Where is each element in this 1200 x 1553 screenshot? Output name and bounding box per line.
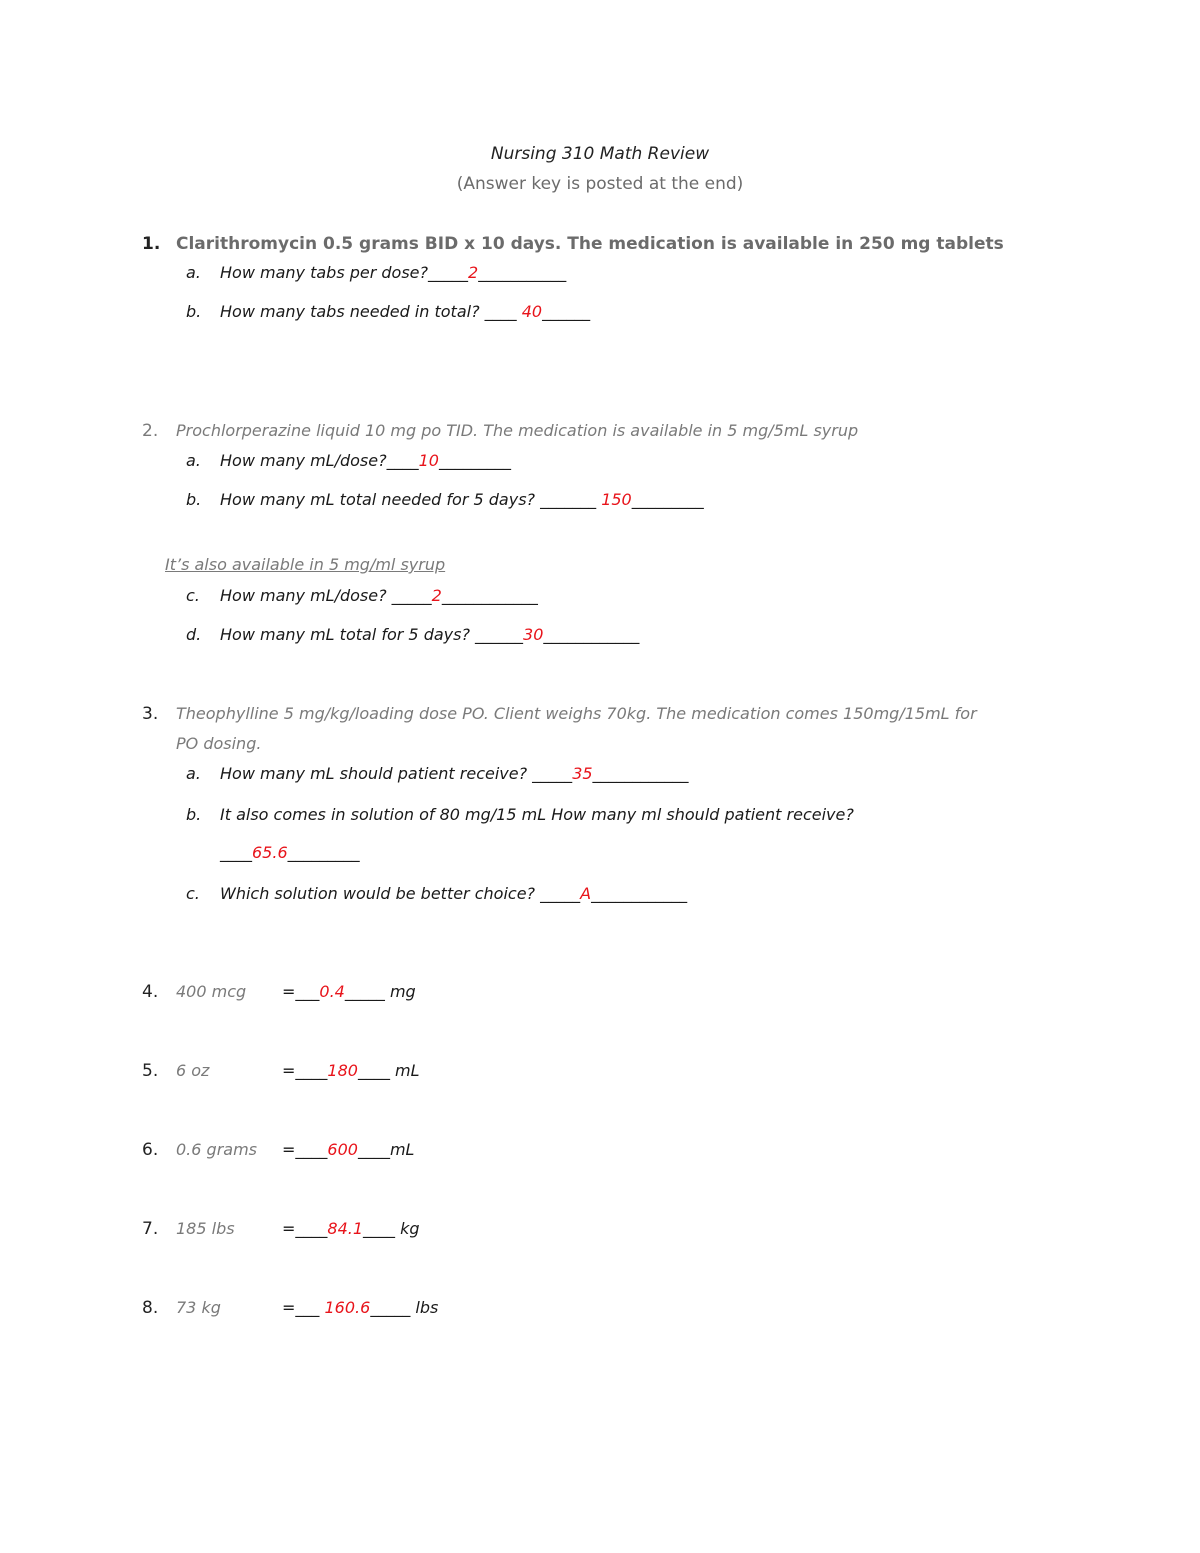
q2-a-answer: 10 (418, 451, 439, 470)
q2-availability-note: It’s also available in 5 mg/ml syrup (165, 555, 446, 574)
q2-a-line (220, 451, 511, 470)
q1-b-blank: ______ (542, 302, 591, 321)
q2-d-blank: ____________ (543, 625, 640, 644)
q7-post: ____ kg (363, 1219, 420, 1238)
q2-b-answer: 150 (601, 490, 632, 509)
q2-c-line (220, 586, 538, 605)
q3-c-blank: ____________ (591, 884, 688, 903)
question-6-number: 6. (142, 1140, 159, 1160)
q2-b-line (220, 490, 704, 509)
q2-b-blank: _________ (631, 490, 704, 509)
q3-a-letter: a. (186, 764, 201, 783)
q1-a-line (220, 263, 566, 282)
question-7-value: 185 lbs (176, 1219, 235, 1238)
question-2-text: Prochlorperazine liquid 10 mg po TID. The medication is available in 5 mg/5mL syrup (176, 421, 859, 440)
page-title: Nursing 310 Math Review (490, 144, 710, 164)
page-subtitle: (Answer key is posted at the end) (456, 174, 744, 194)
q5-post: ____ mL (357, 1061, 420, 1080)
q1-a-answer: 2 (468, 263, 479, 282)
question-7-number: 7. (142, 1219, 159, 1239)
q3-b-answer: 65.6 (252, 843, 288, 862)
q2-c-letter: c. (186, 586, 200, 605)
q3-b-answer-line (220, 843, 360, 862)
q2-d-question: How many mL total for 5 days? ______ (220, 625, 524, 644)
question-6-value: 0.6 grams (176, 1140, 257, 1159)
q1-a-question: How many tabs per dose?_____ (220, 263, 469, 282)
q6-post: ____mL (357, 1140, 415, 1159)
q3-a-line (220, 764, 689, 783)
q6-pre: =____ (282, 1140, 328, 1159)
q3-c-letter: c. (186, 884, 200, 903)
question-8-number: 8. (142, 1298, 159, 1318)
question-1-text: Clarithromycin 0.5 grams BID x 10 days. The medication is available in 250 mg tablets (176, 234, 1004, 254)
question-3-text-line-1: Theophylline 5 mg/kg/loading dose PO. Client weighs 70kg. The medication comes 150mg/15mL for (176, 704, 977, 723)
question-6-answer-line (282, 1140, 414, 1159)
question-1-number: 1. (142, 234, 161, 254)
question-8-value: 73 kg (176, 1298, 221, 1317)
q5-pre: =____ (282, 1061, 328, 1080)
question-5-value: 6 oz (176, 1061, 210, 1080)
q3-c-question: Which solution would be better choice? _____ (220, 884, 581, 903)
q2-b-question: How many mL total needed for 5 days? _______ (220, 490, 602, 509)
q3-a-question: How many mL should patient receive? _____ (220, 764, 573, 783)
q3-a-blank: ____________ (592, 764, 689, 783)
question-2-number: 2. (142, 421, 159, 441)
q2-d-answer: 30 (523, 625, 544, 644)
question-8-answer-line (282, 1298, 438, 1317)
q2-a-blank: _________ (438, 451, 511, 470)
question-3-number: 3. (142, 704, 159, 724)
q3-b-letter: b. (186, 805, 202, 824)
q1-a-letter: a. (186, 263, 201, 282)
question-4-number: 4. (142, 982, 159, 1002)
question-3-text-line-2: PO dosing. (176, 734, 262, 753)
q2-c-blank: ____________ (441, 586, 538, 605)
q6-answer: 600 (327, 1140, 358, 1159)
q8-pre: =___ (282, 1298, 325, 1317)
question-7-answer-line (282, 1219, 420, 1238)
q4-pre: =___ (282, 982, 320, 1001)
q3-a-answer: 35 (572, 764, 593, 783)
question-5-number: 5. (142, 1061, 159, 1081)
q1-b-letter: b. (186, 302, 202, 321)
q3-c-answer: A (580, 884, 592, 903)
q1-b-answer: 40 (521, 302, 543, 321)
q2-b-letter: b. (186, 490, 202, 509)
q1-b-line (220, 302, 590, 321)
q4-answer: 0.4 (319, 982, 345, 1001)
q8-answer: 160.6 (324, 1298, 371, 1317)
q3-b-pre: ____ (220, 843, 252, 862)
q3-b-question: It also comes in solution of 80 mg/15 mL How many ml should patient receive? (220, 805, 854, 824)
q8-post: _____ lbs (370, 1298, 439, 1317)
q3-c-line (220, 884, 687, 903)
q4-post: _____ mg (344, 982, 416, 1001)
question-5-answer-line (282, 1061, 420, 1080)
q7-pre: =____ (282, 1219, 328, 1238)
question-4-value: 400 mcg (176, 982, 247, 1001)
q2-c-answer: 2 (431, 586, 442, 605)
q1-a-blank: ___________ (478, 263, 567, 282)
q5-answer: 180 (327, 1061, 358, 1080)
question-4-answer-line (282, 982, 416, 1001)
q2-d-letter: d. (186, 625, 202, 644)
q1-b-question: How many tabs needed in total? ____ (220, 302, 522, 321)
q2-a-question: How many mL/dose?____ (220, 451, 419, 470)
q2-d-line (220, 625, 639, 644)
q3-b-blank: _________ (287, 843, 360, 862)
q7-answer: 84.1 (327, 1219, 364, 1238)
q2-c-question: How many mL/dose? _____ (220, 586, 432, 605)
q2-a-letter: a. (186, 451, 201, 470)
